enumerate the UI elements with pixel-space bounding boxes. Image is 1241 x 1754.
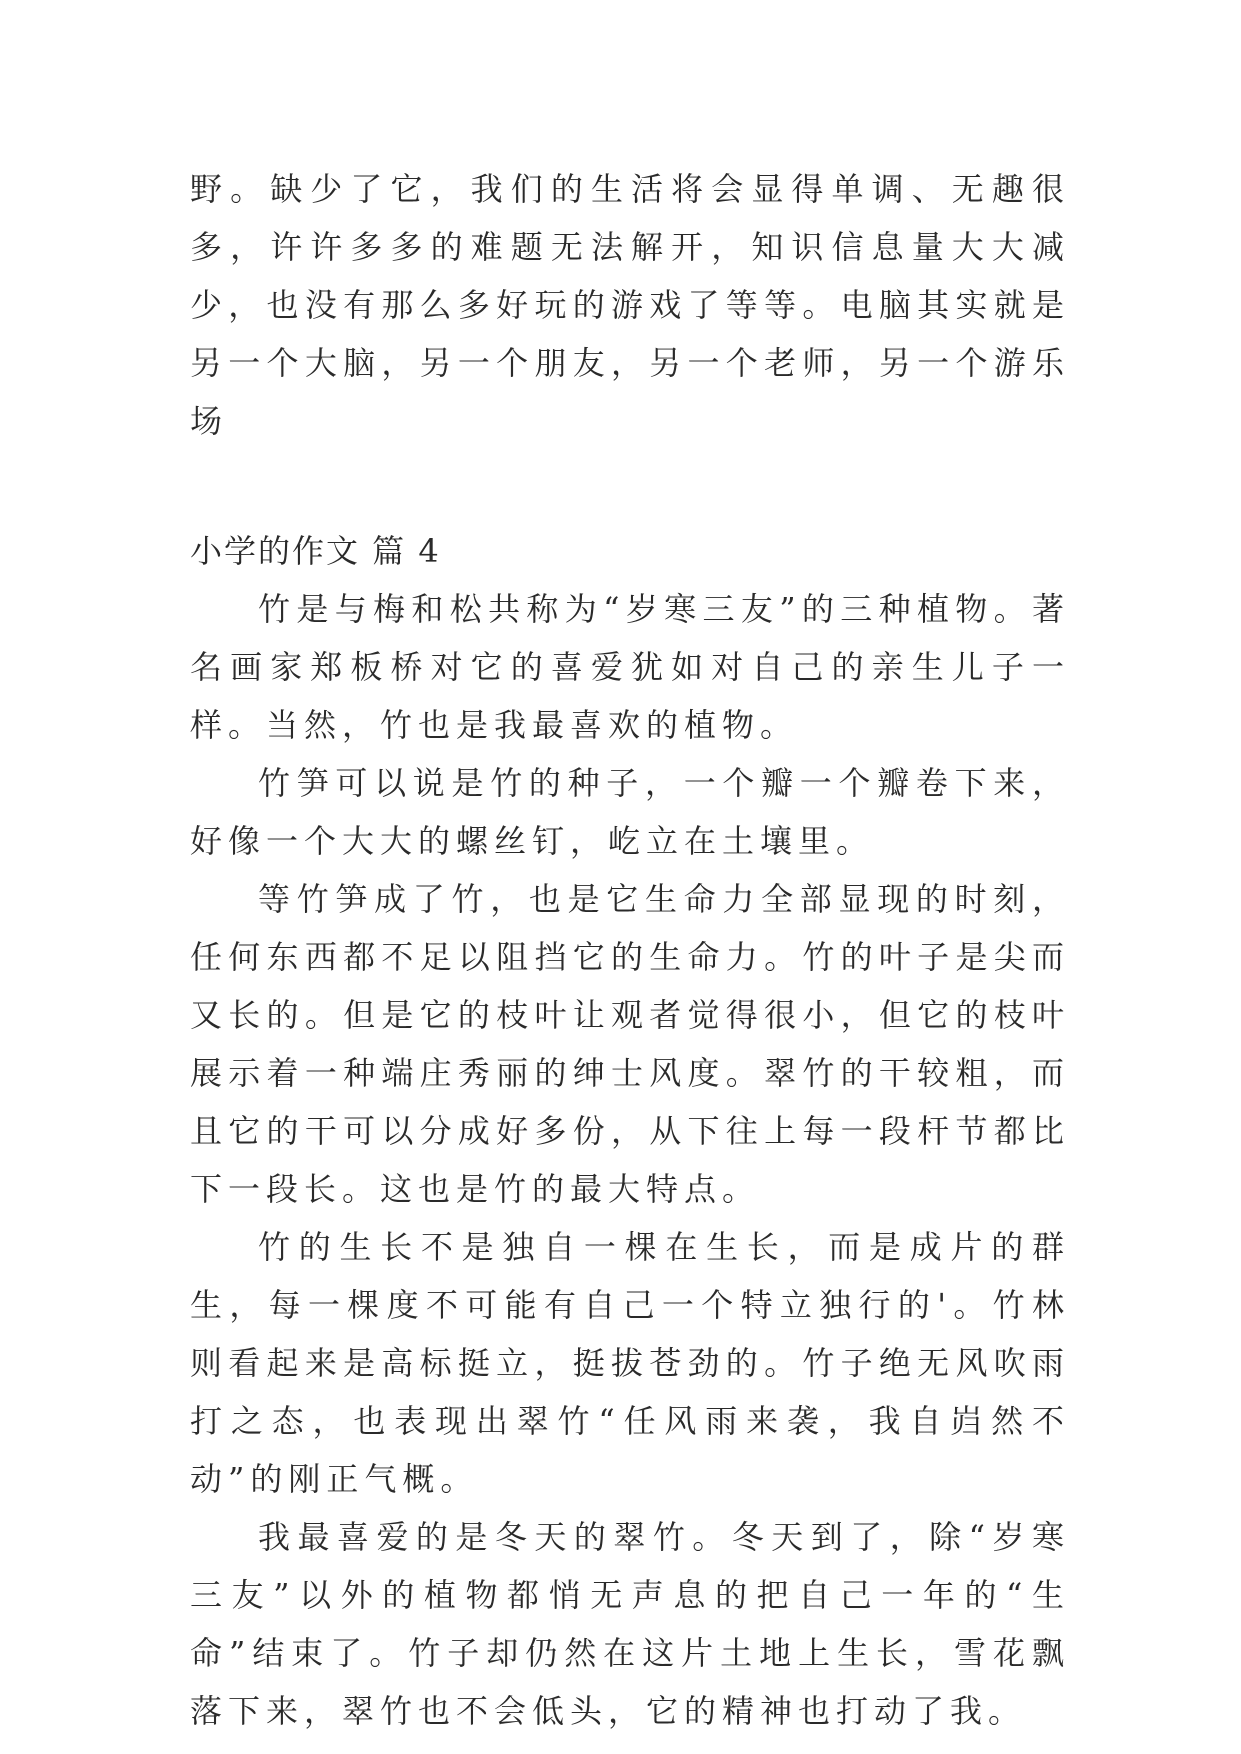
document-body bbox=[190, 160, 1070, 1740]
paragraph: 竹是与梅和松共称为“岁寒三友”的三种植物。著名画家郑板桥对它的喜爱犹如对自己的亲生儿子一样。当然，竹也是我最喜欢的植物。 bbox=[190, 590, 1070, 744]
continued-paragraph: 野。缺少了它，我们的生活将会显得单调、无趣很多，许许多多的难题无法解开，知识信息量大大减少，也没有那么多好玩的游戏了等等。电脑其实就是另一个大脑，另一个朋友，另一个老师，另一个游乐场 bbox=[190, 170, 1070, 440]
paragraph: 我最喜爱的是冬天的翠竹。冬天到了，除“岁寒三友”以外的植物都悄无声息的把自己一年的“生命”结束了。竹子却仍然在这片土地上生长，雪花飘落下来，翠竹也不会低头，它的精神也打动了我。 bbox=[190, 1518, 1070, 1730]
paragraph: 竹笋可以说是竹的种子，一个瓣一个瓣卷下来，好像一个大大的螺丝钉，屹立在土壤里。 bbox=[190, 764, 1070, 860]
paragraph: 等竹笋成了竹，也是它生命力全部显现的时刻，任何东西都不足以阻挡它的生命力。竹的叶子是尖而又长的。但是它的枝叶让观者觉得很小，但它的枝叶展示着一种端庄秀丽的绅士风度。翠竹的干较粗，而且它的干可以分成好多份，从下往上每一段杆节都比下一段长。这也是竹的最大特点。 bbox=[190, 880, 1070, 1208]
paragraph: 竹的生长不是独自一棵在生长，而是成片的群生，每一棵度不可能有自己一个特立独行的'。竹林则看起来是高标挺立，挺拔苍劲的。竹子绝无风吹雨打之态，也表现出翠竹“任风雨来袭，我自岿然不动”的刚正气概。 bbox=[190, 1228, 1070, 1498]
section-heading: 小学的作文 篇 4 bbox=[190, 532, 441, 570]
